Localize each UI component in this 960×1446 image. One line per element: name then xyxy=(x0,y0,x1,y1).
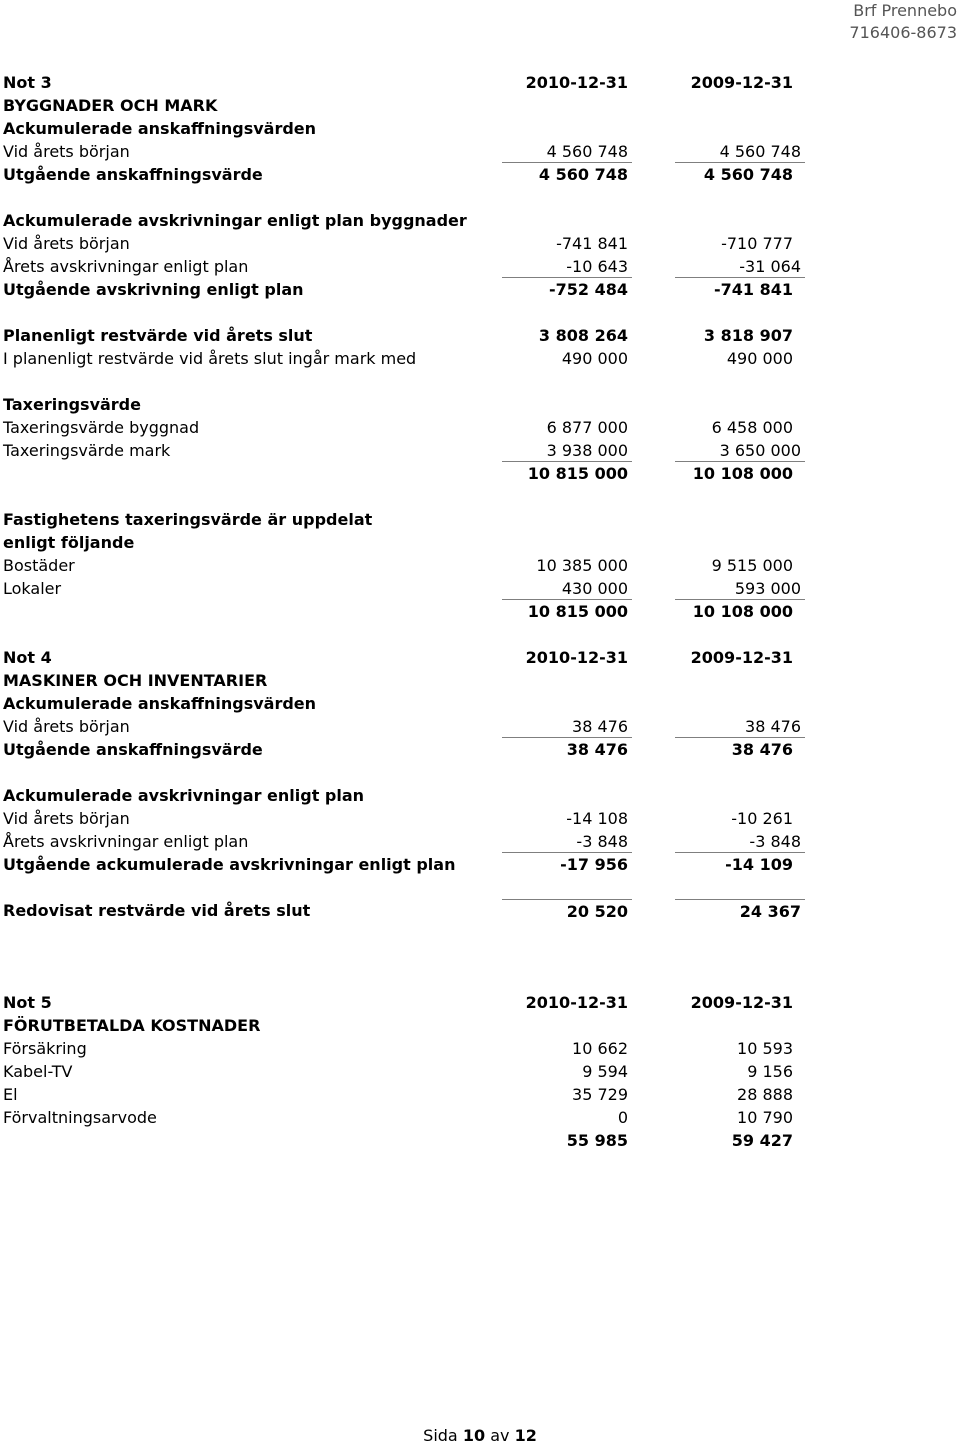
row-label: Utgående avskrivning enligt plan xyxy=(3,280,304,299)
spacer xyxy=(3,922,953,991)
table-row xyxy=(3,715,953,738)
row-value-2009: 4 560 748 xyxy=(703,165,793,184)
row-label: Vid årets början xyxy=(3,234,130,253)
row-value-2010: 38 476 xyxy=(566,740,628,759)
table-row xyxy=(3,807,953,830)
note5-date1: 2010-12-31 xyxy=(525,993,628,1012)
table-row xyxy=(3,830,953,853)
total-row xyxy=(3,899,953,922)
row-label: Utgående ackumulerade avskrivningar enligt plan xyxy=(3,855,456,874)
row-label: Försäkring xyxy=(3,1039,87,1058)
spacer xyxy=(3,370,953,393)
row-label: Utgående anskaffningsvärde xyxy=(3,740,263,759)
note4-date2: 2009-12-31 xyxy=(690,648,793,667)
row-value-2010: 490 000 xyxy=(561,349,628,368)
note4-title: Not 4 xyxy=(3,648,52,667)
note3-heading: BYGGNADER OCH MARK xyxy=(3,96,218,115)
row-label: Årets avskrivningar enligt plan xyxy=(3,257,249,276)
section-heading: Ackumulerade anskaffningsvärden xyxy=(3,694,317,713)
row-label: Vid årets början xyxy=(3,717,130,736)
row-value-2009: 9 156 xyxy=(747,1062,793,1081)
note4-title-row xyxy=(3,646,953,669)
row-value-2009: 10 593 xyxy=(737,1039,793,1058)
section-heading: Ackumulerade avskrivningar enligt plan xyxy=(3,786,365,805)
note4-date1: 2010-12-31 xyxy=(525,648,628,667)
section-heading-row xyxy=(3,393,953,416)
total-row xyxy=(3,600,953,623)
row-value-2009: 490 000 xyxy=(726,349,793,368)
table-row xyxy=(3,738,953,761)
note5-title: Not 5 xyxy=(3,993,52,1012)
row-label: Lokaler xyxy=(3,579,62,598)
row-value-2010: 38 476 xyxy=(502,715,632,738)
total-row xyxy=(3,462,953,485)
row-label: Bostäder xyxy=(3,556,75,575)
note3-title-row xyxy=(3,71,953,94)
total-value-2010: 20 520 xyxy=(502,899,632,922)
note3-heading-row xyxy=(3,94,953,117)
note5-title-row xyxy=(3,991,953,1014)
note5-heading: FÖRUTBETALDA KOSTNADER xyxy=(3,1016,261,1035)
row-value-2010: 3 938 000 xyxy=(502,439,632,462)
row-value-2009: -10 261 xyxy=(731,809,793,828)
row-value-2009: 38 476 xyxy=(675,715,805,738)
row-value-2009: 3 818 907 xyxy=(703,326,793,345)
row-label: Kabel-TV xyxy=(3,1062,73,1081)
spacer xyxy=(3,761,953,784)
row-label: Redovisat restvärde vid årets slut xyxy=(3,901,311,920)
row-value-2010: -10 643 xyxy=(502,255,632,278)
row-value-2009: 593 000 xyxy=(675,577,805,600)
note4-heading-row xyxy=(3,669,953,692)
table-row xyxy=(3,278,953,301)
total-value-2010: 10 815 000 xyxy=(527,602,628,621)
spacer xyxy=(3,876,953,899)
page-total: 12 xyxy=(514,1426,537,1445)
row-value-2010: 0 xyxy=(617,1108,628,1127)
total-value-2009: 10 108 000 xyxy=(692,602,793,621)
row-label: Vid årets början xyxy=(3,142,130,161)
note3-date2: 2009-12-31 xyxy=(690,73,793,92)
table-row xyxy=(3,1060,953,1083)
total-value-2009: 24 367 xyxy=(675,899,805,922)
row-value-2009: 9 515 000 xyxy=(711,556,793,575)
row-value-2009: -14 109 xyxy=(725,855,793,874)
notes-content xyxy=(3,71,953,1152)
row-value-2009: 4 560 748 xyxy=(675,140,805,163)
row-value-2009: 10 790 xyxy=(737,1108,793,1127)
note3-title: Not 3 xyxy=(3,73,52,92)
page-number: 10 xyxy=(462,1426,486,1445)
spacer xyxy=(3,186,953,209)
row-value-2010: -741 841 xyxy=(556,234,628,253)
row-value-2010: -752 484 xyxy=(548,280,628,299)
row-label: Förvaltningsarvode xyxy=(3,1108,157,1127)
row-label: Utgående anskaffningsvärde xyxy=(3,165,263,184)
note4-heading: MASKINER OCH INVENTARIER xyxy=(3,671,268,690)
note5-date2: 2009-12-31 xyxy=(690,993,793,1012)
total-value-2010: 10 815 000 xyxy=(527,464,628,483)
note3-date1: 2010-12-31 xyxy=(525,73,628,92)
row-value-2010: 430 000 xyxy=(502,577,632,600)
row-value-2009: -31 064 xyxy=(675,255,805,278)
section-heading: Taxeringsvärde xyxy=(3,395,141,414)
table-row xyxy=(3,439,953,462)
row-label: Vid årets början xyxy=(3,809,130,828)
table-row xyxy=(3,554,953,577)
total-value-2009: 59 427 xyxy=(731,1131,793,1150)
row-label: Årets avskrivningar enligt plan xyxy=(3,832,249,851)
page-footer xyxy=(0,1426,960,1446)
table-row xyxy=(3,416,953,439)
total-value-2010: 55 985 xyxy=(566,1131,628,1150)
spacer xyxy=(3,623,953,646)
table-row xyxy=(3,1106,953,1129)
spacer xyxy=(3,301,953,324)
row-label: Planenligt restvärde vid årets slut xyxy=(3,326,313,345)
table-row xyxy=(3,163,953,186)
row-value-2010: 9 594 xyxy=(582,1062,628,1081)
note5-heading-row xyxy=(3,1014,953,1037)
table-row xyxy=(3,1037,953,1060)
row-value-2009: 3 650 000 xyxy=(675,439,805,462)
total-value-2009: 10 108 000 xyxy=(692,464,793,483)
row-value-2010: 4 560 748 xyxy=(538,165,628,184)
section-heading: Fastighetens taxeringsvärde är uppdelat enligt följande xyxy=(3,510,373,552)
section-heading: Ackumulerade avskrivningar enligt plan byggnader xyxy=(3,211,467,230)
section-heading-row xyxy=(3,508,953,554)
row-value-2010: -14 108 xyxy=(566,809,628,828)
row-value-2010: 6 877 000 xyxy=(546,418,628,437)
row-value-2010: -17 956 xyxy=(560,855,628,874)
section-heading-row xyxy=(3,692,953,715)
row-value-2010: 4 560 748 xyxy=(502,140,632,163)
row-value-2010: 10 385 000 xyxy=(536,556,628,575)
table-row xyxy=(3,255,953,278)
page-prefix: Sida xyxy=(423,1426,458,1445)
row-label: I planenligt restvärde vid årets slut ingår mark med xyxy=(3,349,417,368)
row-value-2010: 3 808 264 xyxy=(538,326,628,345)
row-label: Taxeringsvärde mark xyxy=(3,441,171,460)
table-row xyxy=(3,577,953,600)
table-row xyxy=(3,232,953,255)
total-row xyxy=(3,1129,953,1152)
row-value-2009: -3 848 xyxy=(675,830,805,853)
row-value-2009: -741 841 xyxy=(713,280,793,299)
row-value-2010: 10 662 xyxy=(572,1039,628,1058)
row-label: El xyxy=(3,1085,18,1104)
table-row xyxy=(3,140,953,163)
table-row xyxy=(3,324,953,347)
row-value-2009: 6 458 000 xyxy=(711,418,793,437)
row-label: Taxeringsvärde byggnad xyxy=(3,418,200,437)
row-value-2009: 28 888 xyxy=(737,1085,793,1104)
section-heading-row xyxy=(3,784,953,807)
table-row xyxy=(3,853,953,876)
page-separator: av xyxy=(490,1426,510,1445)
document-header xyxy=(849,0,957,44)
table-row xyxy=(3,347,953,370)
row-value-2009: 38 476 xyxy=(731,740,793,759)
note3-acq-heading-row xyxy=(3,117,953,140)
row-value-2009: -710 777 xyxy=(721,234,793,253)
section-heading-row xyxy=(3,209,953,232)
spacer xyxy=(3,485,953,508)
organization-name: Brf Prennebo xyxy=(853,1,957,20)
note3-acq-heading: Ackumulerade anskaffningsvärden xyxy=(3,119,317,138)
table-row xyxy=(3,1083,953,1106)
organization-number: 716406-8673 xyxy=(849,23,957,42)
row-value-2010: 35 729 xyxy=(572,1085,628,1104)
row-value-2010: -3 848 xyxy=(502,830,632,853)
